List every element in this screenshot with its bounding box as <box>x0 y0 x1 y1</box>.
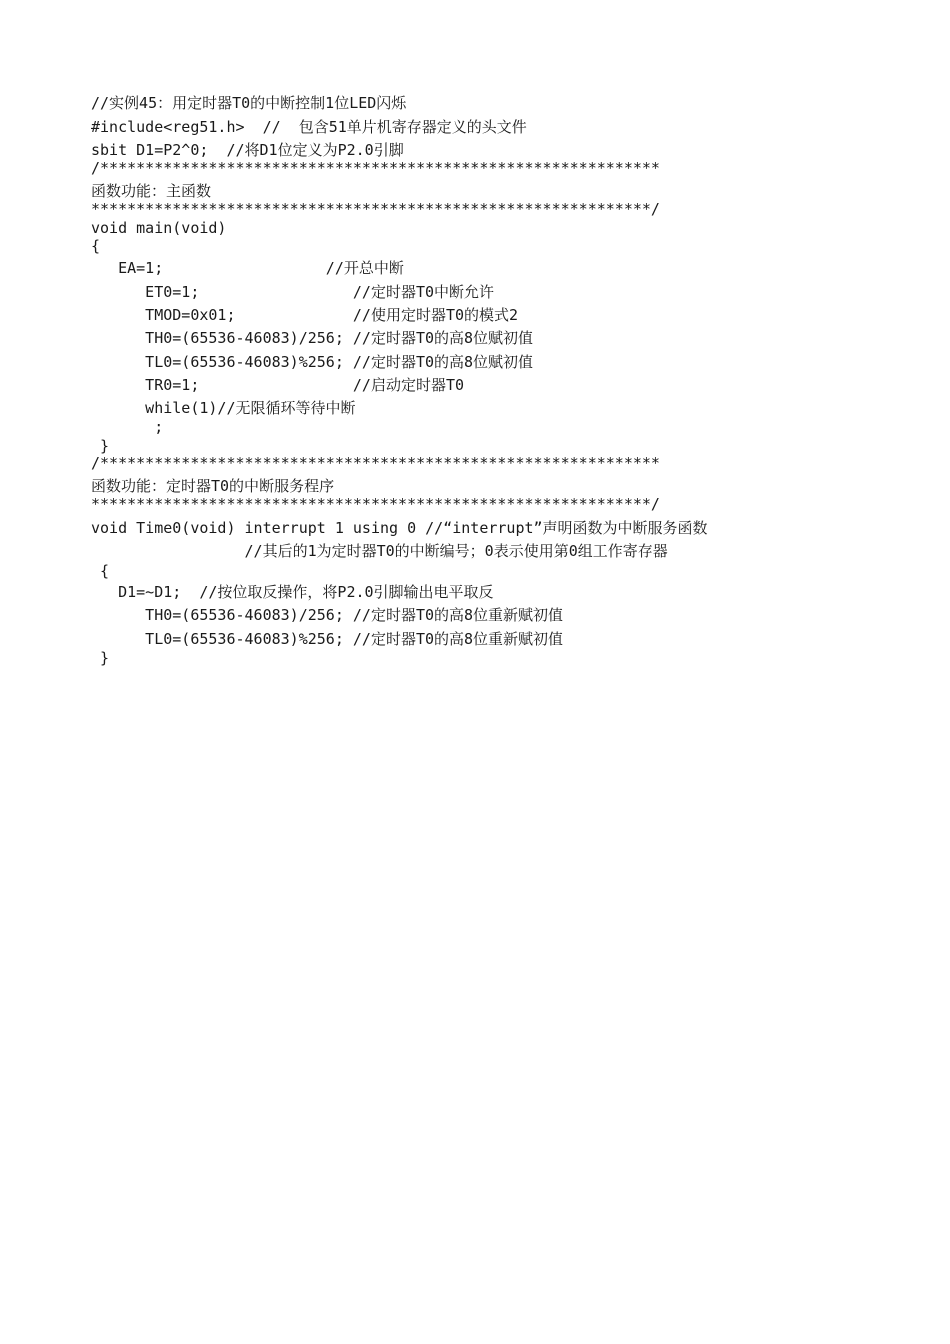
code-line-main-sig: void main(void) <box>91 219 227 237</box>
code-line-sbit: sbit D1=P2^0; //将D1位定义为P2.0引脚 <box>91 141 404 159</box>
code-line-th0-reload: TH0=(65536-46083)/256; //定时器T0的高8位重新赋初值 <box>91 606 564 624</box>
code-line-isr-sig: void Time0(void) interrupt 1 using 0 //“interrupt”声明函数为中断服务函数 <box>91 519 708 537</box>
code-line-tmod: TMOD=0x01; //使用定时器T0的模式2 <box>91 306 519 324</box>
code-line-tl0-reload: TL0=(65536-46083)%256; //定时器T0的高8位重新赋初值 <box>91 630 564 648</box>
code-line-comment-open: /************************************************************** <box>91 159 660 177</box>
code-line-comment-close-2: **************************************************************/ <box>91 495 660 513</box>
code-line-comment-close: **************************************************************/ <box>91 200 660 218</box>
code-line-et0: ET0=1; //定时器T0中断允许 <box>91 283 495 301</box>
code-line-isr-comment: //其后的1为定时器T0的中断编号；0表示使用第0组工作寄存器 <box>91 542 668 560</box>
code-line-isr-brace-open: { <box>91 562 110 580</box>
code-line-func-desc-2: 函数功能：定时器T0的中断服务程序 <box>91 477 335 495</box>
code-line-isr-brace-close: } <box>91 649 110 667</box>
code-line-comment-open-2: /************************************************************** <box>91 454 660 472</box>
code-line-tl0: TL0=(65536-46083)%256; //定时器T0的高8位赋初值 <box>91 353 534 371</box>
code-line-title-comment: //实例45：用定时器T0的中断控制1位LED闪烁 <box>91 94 407 112</box>
code-line-brace-close: } <box>91 437 110 455</box>
code-line-brace-open: { <box>91 237 101 255</box>
code-line-empty-stmt: ; <box>91 418 164 436</box>
code-line-toggle: D1=~D1; //按位取反操作，将P2.0引脚输出电平取反 <box>91 583 494 601</box>
code-line-ea: EA=1; //开总中断 <box>91 259 404 277</box>
code-line-while: while(1)//无限循环等待中断 <box>91 399 356 417</box>
code-line-func-desc: 函数功能：主函数 <box>91 182 212 200</box>
code-line-tr0: TR0=1; //启动定时器T0 <box>91 376 465 394</box>
code-line-include: #include<reg51.h> // 包含51单片机寄存器定义的头文件 <box>91 118 527 136</box>
code-line-th0: TH0=(65536-46083)/256; //定时器T0的高8位赋初值 <box>91 329 534 347</box>
